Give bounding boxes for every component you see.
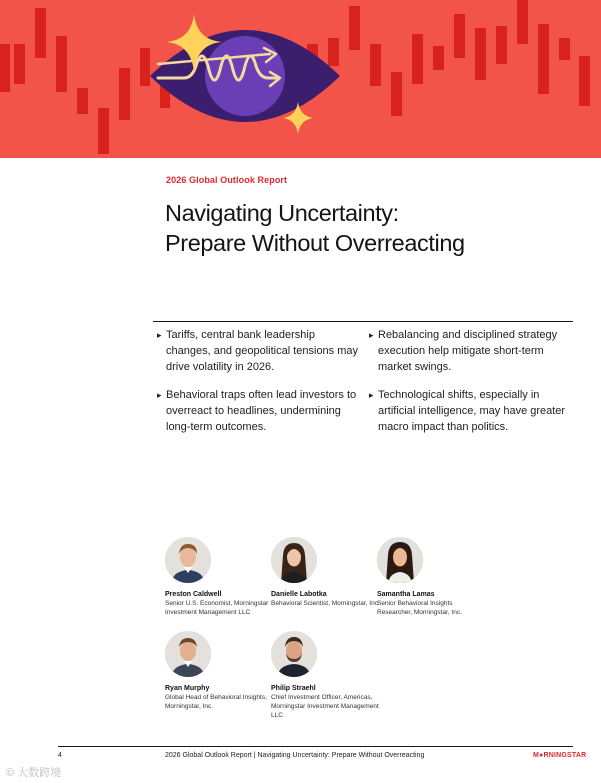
- page-title-line-1: Navigating Uncertainty:: [165, 200, 399, 226]
- morningstar-logo: M●RNINGSTAR: [533, 752, 587, 759]
- avatar: [271, 537, 317, 583]
- key-points-right: [369, 327, 574, 447]
- author-name: Philip Straehl: [271, 685, 316, 692]
- footer-divider: [58, 746, 573, 747]
- watermark: © 大数跨境: [6, 767, 62, 779]
- author-card: [271, 631, 381, 720]
- author-card: [271, 537, 381, 608]
- author-role: Senior Behavioral Insights Researcher, Morningstar, Inc.: [377, 600, 462, 616]
- page-number: 4: [58, 752, 62, 759]
- banner-illustration: [0, 0, 601, 158]
- key-point: ▸ Behavioral traps often lead investors to overreact to headlines, undermining long-term outcomes.: [157, 387, 362, 435]
- author-role: Behavioral Scientist, Morningstar, Inc.: [271, 600, 380, 607]
- author-card: [165, 631, 275, 711]
- author-card: [165, 537, 275, 617]
- avatar: [377, 537, 423, 583]
- author-name: Ryan Murphy: [165, 685, 210, 692]
- avatar: [165, 631, 211, 677]
- header-banner: [0, 0, 601, 158]
- avatar: [271, 631, 317, 677]
- footer-running-title: 2026 Global Outlook Report | Navigating Uncertainty: Prepare Without Overreacting: [165, 752, 425, 759]
- avatar: [165, 537, 211, 583]
- key-points-left: [157, 327, 362, 447]
- author-role: Global Head of Behavioral Insights, Morningstar, Inc.: [165, 694, 267, 710]
- person-portrait-icon: [165, 537, 211, 583]
- page-title-line-2: Prepare Without Overreacting: [165, 230, 465, 256]
- person-portrait-icon: [377, 537, 423, 583]
- page-title: [165, 198, 585, 258]
- key-point: ▸ Rebalancing and disciplined strategy execution help mitigate short-term market swings.: [369, 327, 574, 375]
- person-portrait-icon: [271, 537, 317, 583]
- author-card: [377, 537, 487, 617]
- author-name: Samantha Lamas: [377, 591, 435, 598]
- author-role: Senior U.S. Economist, Morningstar Investment Management LLC: [165, 600, 269, 616]
- person-portrait-icon: [271, 631, 317, 677]
- author-name: Danielle Labotka: [271, 591, 327, 598]
- key-point: ▸ Tariffs, central bank leadership changes, and geopolitical tensions may drive volatility in 2026.: [157, 327, 362, 375]
- person-portrait-icon: [165, 631, 211, 677]
- author-role: Chief Investment Officer, Americas, Morningstar Investment Management LLC: [271, 694, 379, 719]
- key-point: ▸ Technological shifts, especially in artificial intelligence, may have greater macro impact than politics.: [369, 387, 574, 435]
- section-divider: [153, 321, 573, 322]
- author-name: Preston Caldwell: [165, 591, 222, 598]
- report-eyebrow: 2026 Global Outlook Report: [166, 175, 288, 185]
